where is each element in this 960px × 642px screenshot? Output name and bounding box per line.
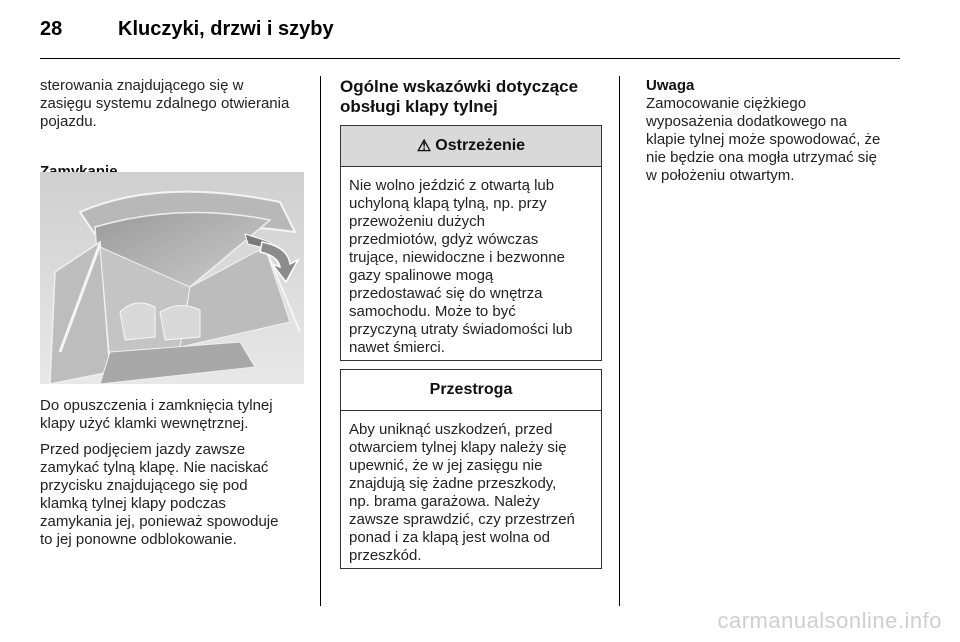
column-divider-left [320,76,321,606]
watermark: carmanualsonline.info [717,608,942,633]
caution-box [340,369,602,569]
warning-header [341,126,601,167]
page-number: 28 [40,18,63,40]
note-line: nie będzie ona mogła utrzymać się [646,149,877,166]
note-line: w położeniu otwartym. [646,167,795,184]
warning-body: Nie wolno jeździć z otwartą lub uchyloną klapą tylną, np. przy przewożeniu dużych przedmiotów, gdyż wówczas trujące, niewidoczne i bezwonne gazy spalinowe mogą przedostawać się do wnętrza samochodu. Może to być przyczyną utraty świadomości lub nawet śmierci. [349,177,573,356]
tailgate-image [40,172,304,384]
paragraph: Do opuszczenia i zamknięcia tylnej klapy użyć klamki wewnętrznej. [40,397,273,432]
note-line: klapie tylnej może spowodować, że [646,131,881,148]
note-line: wyposażenia dodatkowego na [646,113,847,130]
tailgate-illustration [40,172,304,384]
caution-title: Przestroga [429,381,513,398]
warning-triangle-icon: ⚠ [416,138,432,155]
intro-line: zasięgu systemu zdalnego otwierania [40,95,290,112]
column-divider-right [619,76,620,606]
section-title: Ogólne wskazówki dotyczące obsługi klapy tylnej [340,77,579,116]
column-left [40,77,308,181]
caution-body: Aby uniknąć uszkodzeń, przed otwarciem tylnej klapy należy się upewnić, że w jej zasięgu nie znajdują się żadne przeszkody, np. brama garażowa. Należy zawsze sprawdzić, czy przestrzeń ponad i za klapą jest wolna od przeszkód. [349,421,575,564]
note-title: Uwaga [646,77,695,94]
intro-line: sterowania znajdującego się w [40,77,244,94]
warning-title: Ostrzeżenie [435,137,526,154]
page-header [40,18,900,42]
warning-box [340,125,602,361]
header-rule [40,58,900,59]
closing-instructions [40,397,308,557]
note-line: Zamocowanie ciężkiego [646,95,807,112]
column-middle [340,77,602,117]
intro-line: pojazdu. [40,113,97,130]
caution-header [341,370,601,411]
paragraph: Przed podjęciem jazdy zawsze zamykać tylną klapę. Nie naciskać przycisku znajdującego się pod klamką tylnej klapy podczas zamykania jej, ponieważ spowoduje to jej ponowne odblokowanie. [40,441,279,548]
column-right [646,77,906,185]
page-title: Kluczyki, drzwi i szyby [118,18,334,40]
